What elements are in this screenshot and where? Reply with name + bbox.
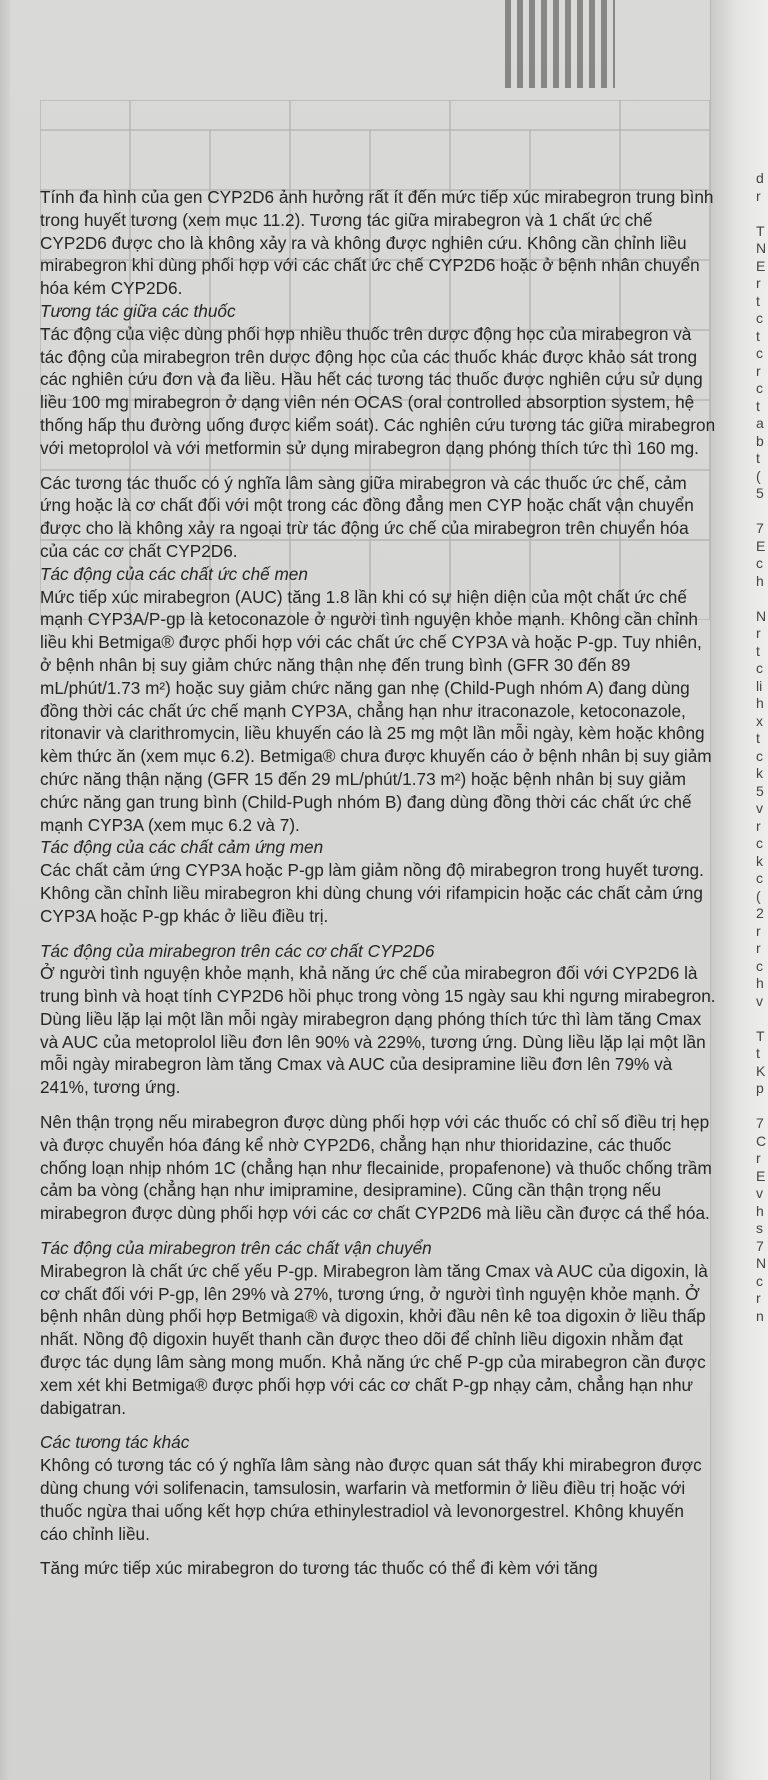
- document-body: [40, 186, 716, 1580]
- paragraph-truncated: Tăng mức tiếp xúc mirabegron do tương tác thuốc có thể đi kèm với tăng: [40, 1558, 598, 1579]
- paragraph-cyp2d6-polymorphism: Tính đa hình của gen CYP2D6 ảnh hưởng rất ít đến mức tiếp xúc mirabegron trung bình trong huyết tương (xem mục 11.2). Tương tác giữa mirabegron và 1 chất ức chế CYP2D6 được cho là không xảy ra và không được nghiên cứu. Không cần chỉnh liều mirabegron khi dùng phối hợp với các chất ức chế CYP2D6 hoặc ở bệnh nhân chuyển hóa kém CYP2D6.: [40, 187, 714, 299]
- paragraph-other-interactions: Không có tương tác có ý nghĩa lâm sàng nào được quan sát thấy khi mirabegron được dùng chung với solifenacin, tamsulosin, warfarin và metformin ở liều điều trị hoặc với thuốc ngừa thai uống kết hợp chứa ethinylestradiol và levonorgestrel. Không khuyến cáo chỉnh liều.: [40, 1455, 702, 1544]
- heading-cyp2d6-substrates: Tác động của mirabegron trên các cơ chất CYP2D6: [40, 940, 435, 961]
- page-binding-shadow: [0, 0, 10, 1780]
- paragraph-cyp2d6-substrates: Ở người tình nguyện khỏe mạnh, khả năng ức chế của mirabegron đối với CYP2D6 là trung bình và hoạt tính CYP2D6 hồi phục trong vòng 15 ngày sau khi ngưng mirabegron. Dùng liều lặp lại một lần mỗi ngày mirabegron dạng phóng thích tức thì làm tăng Cmax và AUC của metoprolol liều đơn lên 90% và 229%, tương ứng. Dùng liều lặp lại một lần mỗi ngày mirabegron làm tăng Cmax và AUC của desipramine liều đơn lên 79% và 241%, tương ứng.: [40, 963, 716, 1098]
- paragraph-interaction-studies: Tác động của việc dùng phối hợp nhiều thuốc trên dược động học của mirabegron và tác động của mirabegron trên dược động học của các thuốc khác được khảo sát trong các nghiên cứu đơn và đa liều. Hầu hết các tương tác thuốc được nghiên cứu sử dụng liều 100 mg mirabegron ở dạng viên nén OCAS (oral controlled absorption system, hệ thống hấp thu đường uống được kiểm soát). Các nghiên cứu tương tác giữa mirabegron với metoprolol và với metformin sử dụng mirabegron dạng phóng thích tức thì 160 mg.: [40, 323, 716, 458]
- paragraph-clinically-significant: Các tương tác thuốc có ý nghĩa lâm sàng giữa mirabegron và các thuốc ức chế, cảm ứng hoặc là cơ chất đối với một trong các đồng đẳng men CYP hoặc chất vận chuyển được cho là không xảy ra ngoại trừ tác động ức chế của mirabegron trên chuyển hóa của các cơ chất CYP2D6.: [40, 472, 694, 561]
- heading-other-interactions: Các tương tác khác: [40, 1432, 190, 1453]
- heading-drug-interactions: Tương tác giữa các thuốc: [40, 300, 236, 321]
- paragraph-enzyme-inducers: Các chất cảm ứng CYP3A hoặc P-gp làm giảm nồng độ mirabegron trong huyết tương. Không cần chỉnh liều mirabegron khi dùng chung với rifampicin hoặc các chất cảm ứng CYP3A hoặc P-gp khác ở liều điều trị.: [40, 860, 704, 926]
- heading-enzyme-inhibitors: Tác động của các chất ức chế men: [40, 563, 308, 584]
- fold-margin-letters: d r T N E r t c t c r c t a b t ( 5 7 E c h N r t c li h x t c k 5 v r c k c ( 2 r r c h v T t K p 7 C r E v h s 7 N c r n: [756, 170, 767, 1324]
- paragraph-enzyme-inhibitors: Mức tiếp xúc mirabegron (AUC) tăng 1.8 lần khi có sự hiện diện của một chất ức chế mạnh CYP3A/P-gp là ketoconazole ở người tình nguyện khỏe mạnh. Không cần chỉnh liều khi Betmiga® được phối hợp với các chất ức chế CYP3A và hoặc P-gp. Tuy nhiên, ở bệnh nhân bị suy giảm chức năng thận nhẹ đến trung bình (GFR 30 đến 89 mL/phút/1.73 m²) hoặc suy giảm chức năng gan nhẹ (Child-Pugh nhóm A) đang dùng đồng thời các chất ức chế mạnh CYP3A, chẳng hạn như itraconazole, ketoconazole, ritonavir và clarithromycin, liều khuyến cáo là 25 mg một lần mỗi ngày, kèm hoặc không kèm thức ăn (xem mục 6.2). Betmiga® chưa được khuyến cáo ở bệnh nhân bị suy giảm chức năng thận nặng (GFR 15 đến 29 mL/phút/1.73 m²) hoặc bệnh nhân bị suy giảm chức năng gan trung bình (Child-Pugh nhóm B) đang dùng đồng thời các chất ức chế mạnh CYP3A (xem mục 6.2 và 7).: [40, 586, 712, 835]
- paragraph-caution: Nên thận trọng nếu mirabegron được dùng phối hợp với các thuốc có chỉ số điều trị hẹp và được chuyển hóa đáng kể nhờ CYP2D6, chẳng hạn như thioridazine, các thuốc chống loạn nhịp nhóm 1C (chẳng hạn như flecainide, propafenone) và thuốc chống trầm cảm ba vòng (chẳng hạn như imipramine, desipramine). Cũng cần thận trọng nếu mirabegron được dùng phối hợp với các cơ chất CYP2D6 mà liều cần được cá thể hóa.: [40, 1112, 712, 1224]
- heading-enzyme-inducers: Tác động của các chất cảm ứng men: [40, 837, 324, 858]
- heading-transporters: Tác động của mirabegron trên các chất vận chuyển: [40, 1238, 432, 1259]
- paragraph-transporters: Mirabegron là chất ức chế yếu P-gp. Mirabegron làm tăng Cmax và AUC của digoxin, là cơ chất đối với P-gp, lên 29% và 27%, tương ứng, ở người tình nguyện khỏe mạnh. Ở bệnh nhân dùng phối hợp Betmiga® và digoxin, khởi đầu nên kê toa digoxin ở liều thấp nhất. Nồng độ digoxin huyết thanh cần được theo dõi để chỉnh liều digoxin nhằm đạt được tác dụng lâm sàng mong muốn. Khả năng ức chế P-gp của mirabegron cần được xem xét khi Betmiga® được phối hợp với các cơ chất P-gp nhạy cảm, chẳng hạn như dabigatran.: [40, 1260, 708, 1418]
- bleed-through-barcode: [505, 0, 615, 88]
